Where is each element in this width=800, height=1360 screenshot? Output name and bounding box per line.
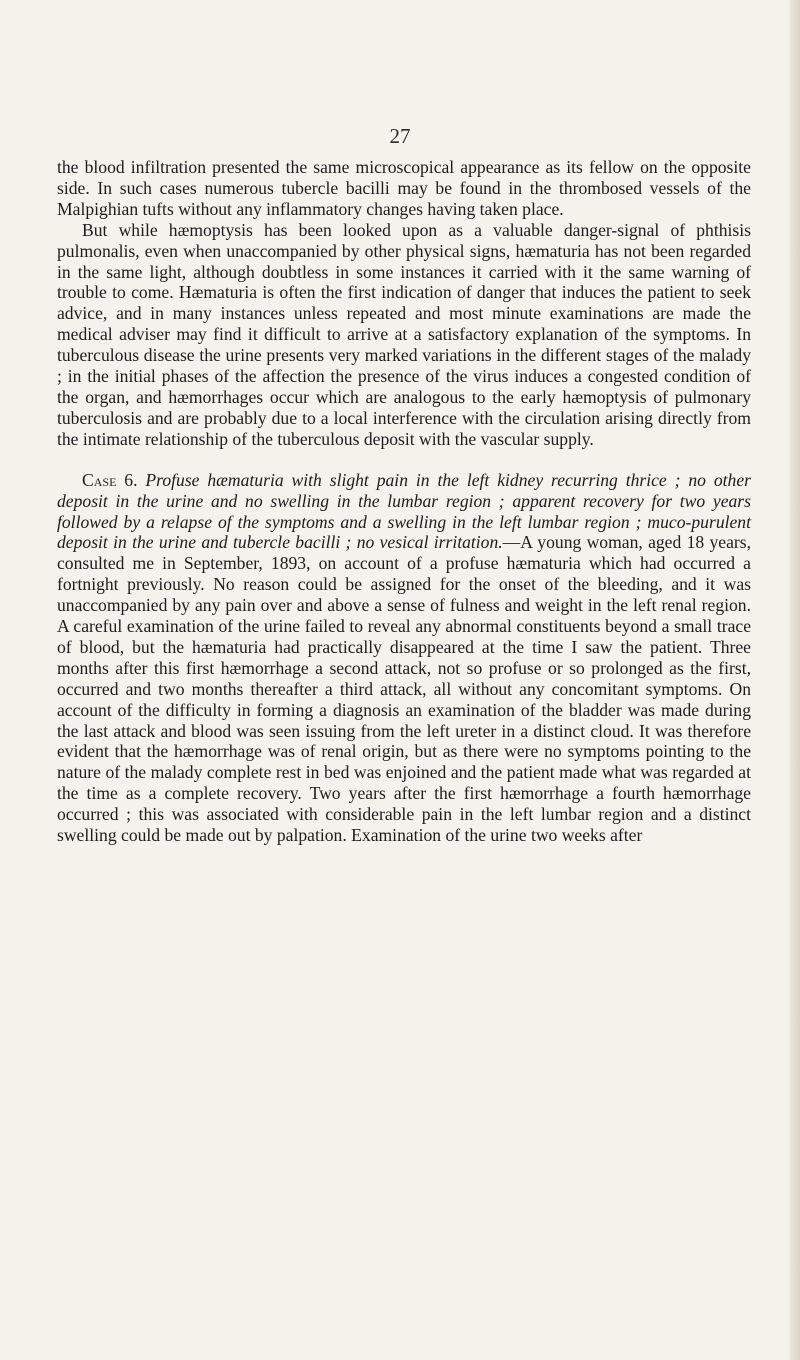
case-title: Profuse hæmaturia with slight pain in the left kidney recurring thrice ; no other deposit in the urine and no swelling in the lumbar region ; apparent recovery for two years followed by a relapse of the symptoms and a swelling in the left lumbar region ; muco-purulent deposit in the urine and tubercle bacilli ; no vesical irritation. (57, 469, 751, 553)
page-edge (790, 0, 800, 1360)
body-text (57, 157, 751, 846)
paragraph-continuation: the blood infiltration presented the same microscopical appearance as its fellow on the opposite side. In such cases numerous tubercle bacilli may be found in the thrombosed vessels of the Malpighian tufts without any inflammatory changes having taken place. (57, 157, 751, 219)
page-number: 27 (389, 124, 411, 148)
case-label: Case 6. (82, 469, 138, 490)
paragraph-case-6 (57, 470, 751, 846)
paragraph-haematuria: But while hæmoptysis has been looked upon as a valuable danger-signal of phthisis pulmonalis, even when unaccompanied by other physical signs, hæmaturia has not been regarded in the same light, although doubtless in some instances it carried with it the same warning of trouble to come. Hæmaturia is often the first indication of danger that induces the patient to seek advice, and in many instances unless repeated and most minute examinations are made the medical adviser may find it difficult to arrive at a satisfactory explanation of the symptoms. In tuberculous disease the urine presents very marked variations in the different stages of the malady ; in the initial phases of the affection the presence of the virus induces a congested condition of the organ, and hæmorrhages occur which are analogous to the early hæmoptysis of pulmonary tuberculosis and are probably due to a local interference with the circulation arising directly from the intimate relationship of the tuberculous deposit with the vascular supply. (57, 219, 751, 449)
case-body: —A young woman, aged 18 years, consulted me in September, 1893, on account of a profuse hæmaturia which had occurred a fortnight previously. No reason could be assigned for the onset of the bleeding, and it was unaccompanied by any pain over and above a sense of fulness and weight in the left renal region. A careful examination of the urine failed to reveal any abnormal constituents beyond a small trace of blood, but the hæmaturia had practically disappeared at the time I saw the patient. Three months after this first hæmorrhage a second attack, not so profuse or so prolonged as the first, occurred and two months thereafter a third attack, all without any concomitant symptoms. On account of the difficulty in forming a diagnosis an examination of the bladder was made during the last attack and blood was seen issuing from the left ureter in a distinct cloud. It was therefore evident that the hæmorrhage was of renal origin, but as there were no symptoms pointing to the nature of the malady complete rest in bed was enjoined and the patient made what was regarded at the time as a complete recovery. Two years after the first hæmorrhage a fourth hæmorrhage occurred ; this was associated with considerable pain in the left lumbar region and a distinct swelling could be made out by palpation. Examination of the urine two weeks after (57, 532, 751, 846)
